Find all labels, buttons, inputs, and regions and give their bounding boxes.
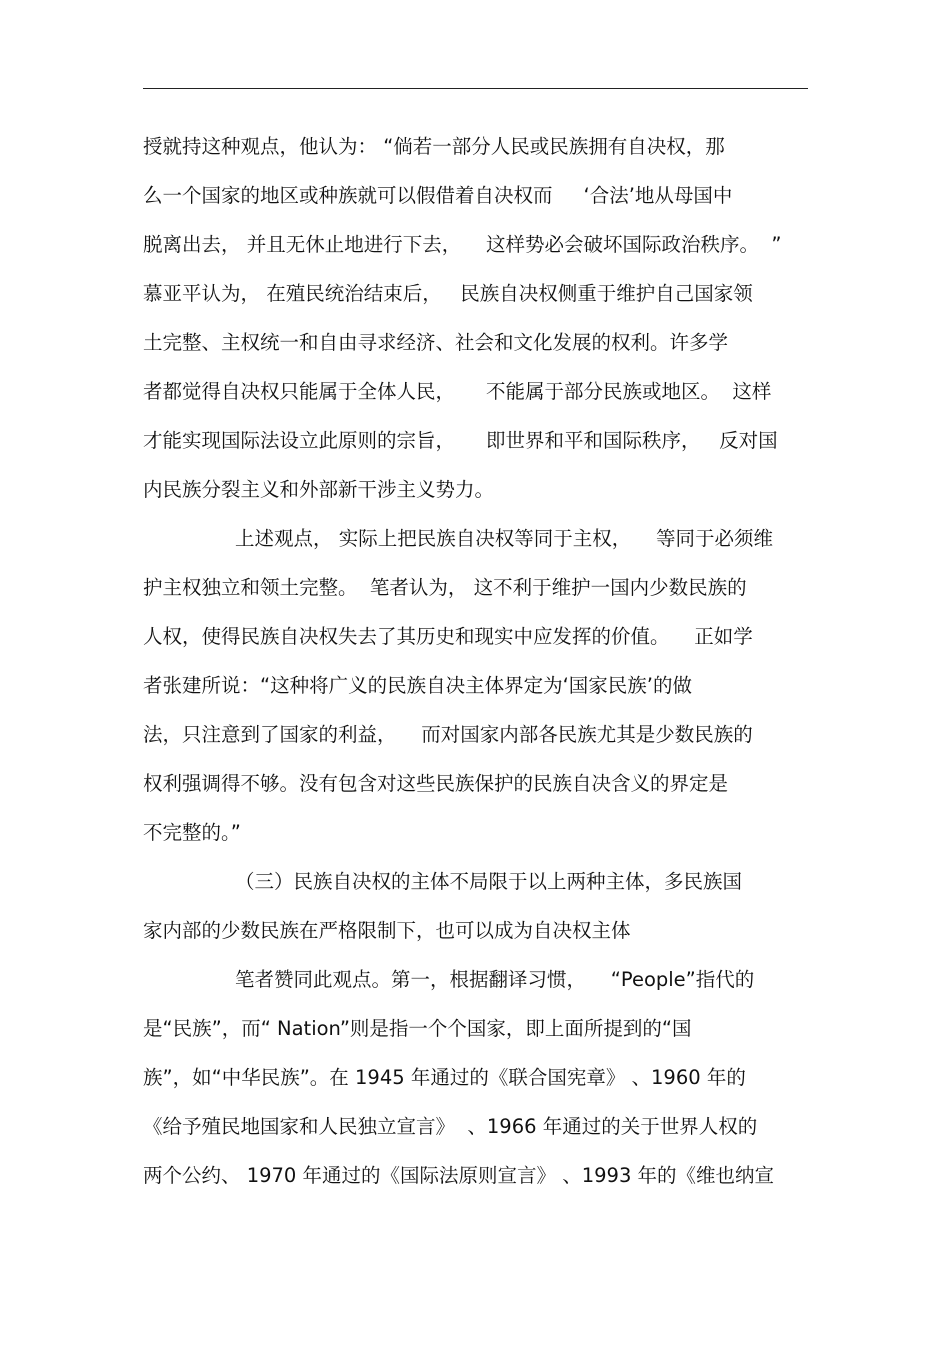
- body-text: [143, 122, 813, 1200]
- text-line: 两个公约、 1970 年通过的《国际法原则宣言》 、1993 年的《维也纳宣: [143, 1164, 775, 1187]
- text-line: 护主权独立和领土完整。 笔者认为， 这不利于维护一国内少数民族的: [143, 576, 747, 599]
- text-line: 者都觉得自决权只能属于全体人民， 不能属于部分民族或地区。 这样: [143, 380, 772, 403]
- header-rule: [143, 88, 808, 89]
- text-line: 者张建所说：“这种将广义的民族自决主体界定为‘国家民族’的做: [143, 674, 692, 697]
- text-line: 不完整的。”: [143, 821, 241, 844]
- text-line: 权利强调得不够。没有包含对这些民族保护的民族自决含义的界定是: [143, 772, 729, 795]
- text-line: 族”，如“中华民族”。在 1945 年通过的《联合国宪章》 、1960 年的: [143, 1066, 746, 1089]
- text-line: 笔者赞同此观点。第一，根据翻译习惯， “People”指代的: [235, 968, 755, 991]
- text-line: 人权，使得民族自决权失去了其历史和现实中应发挥的价值。 正如学: [143, 625, 753, 648]
- text-line: 内民族分裂主义和外部新干涉主义势力。: [143, 478, 495, 501]
- text-line: 《给予殖民地国家和人民独立宣言》 、1966 年通过的关于世界人权的: [143, 1115, 758, 1138]
- text-line: 授就持这种观点，他认为： “倘若一部分人民或民族拥有自决权，那: [143, 135, 725, 158]
- text-line: 脱离出去， 并且无休止地进行下去， 这样势必会破坏国际政治秩序。 ”: [143, 233, 782, 256]
- text-line: 是“民族”，而“ Nation”则是指一个个国家，即上面所提到的“国: [143, 1017, 692, 1040]
- text-line: 土完整、主权统一和自由寻求经济、社会和文化发展的权利。许多学: [143, 331, 729, 354]
- section-heading-line: （三）民族自决权的主体不局限于以上两种主体，多民族国: [235, 870, 743, 893]
- text-line: 上述观点， 实际上把民族自决权等同于主权， 等同于必须维: [235, 527, 773, 550]
- section-heading-line: 家内部的少数民族在严格限制下，也可以成为自决权主体: [143, 919, 631, 942]
- text-line: 么一个国家的地区或种族就可以假借着自决权而 ‘合法’地从母国中: [143, 184, 733, 207]
- text-line: 法，只注意到了国家的利益， 而对国家内部各民族尤其是少数民族的: [143, 723, 753, 746]
- text-line: 才能实现国际法设立此原则的宗旨， 即世界和平和国际秩序， 反对国: [143, 429, 778, 452]
- text-line: 慕亚平认为， 在殖民统治结束后， 民族自决权侧重于维护自己国家领: [143, 282, 753, 305]
